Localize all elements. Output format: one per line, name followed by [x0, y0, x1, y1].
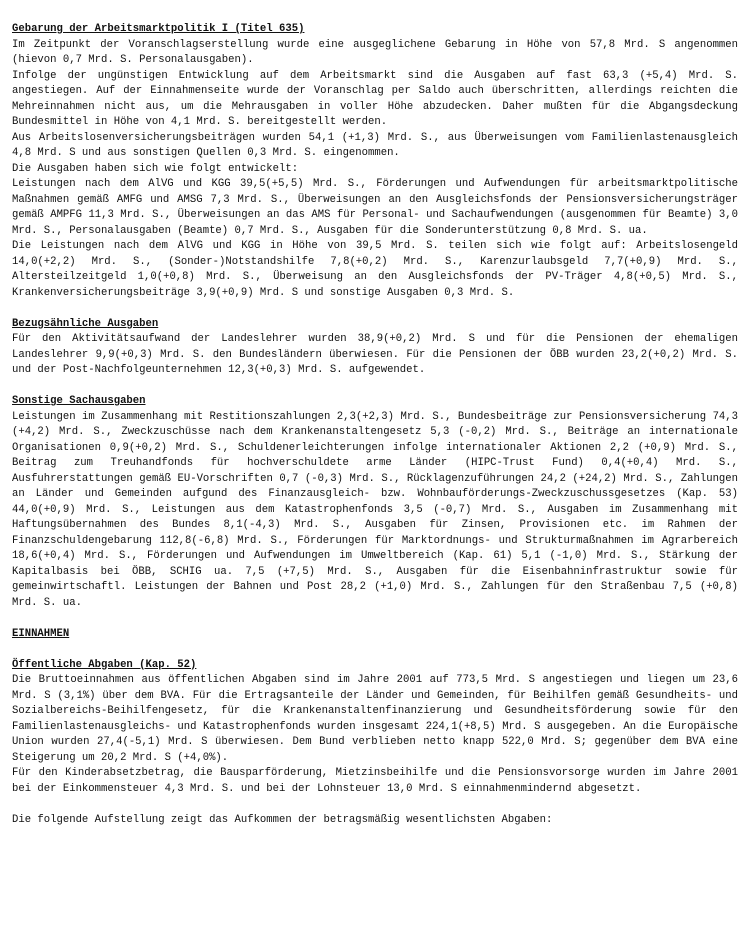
paragraph: Im Zeitpunkt der Voranschlagserstellung wurde eine ausgeglichene Gebarung in Höhe von 57,8 Mrd. S angenommen (hievon 0,7 Mrd. S. Personalausgaben).	[12, 38, 738, 66]
section-oeffentliche-abgaben	[12, 658, 738, 798]
section-heading: Gebarung der Arbeitsmarktpolitik I (Titel 635)	[12, 23, 305, 35]
section-sonstige-sachausgaben	[12, 394, 738, 611]
closing-sentence: Die folgende Aufstellung zeigt das Aufkommen der betragsmäßig wesentlichsten Abgaben:	[12, 813, 553, 826]
paragraph: Die Ausgaben haben sich wie folgt entwickelt:	[12, 162, 299, 175]
paragraph: Leistungen nach dem AlVG und KGG 39,5(+5,5) Mrd. S., Förderungen und Aufwendungen für arbeitsmarktpolitische Maßnahmen gemäß AMFG und AMSG 7,3 Mrd. S., Überweisungen an den Ausgleichsfonds der Pensionsversicherungsträger gemäß AMPFG 11,3 Mrd. S., Überweisungen an das AMS für Personal- und Sachaufwendungen (ausgenommen für Beamte) 3,0 Mrd. S., Personalausgaben (Beamte) 0,7 Mrd. S., Ausgaben für die Sonderunterstützung 0,8 Mrd. S. ua.	[12, 178, 738, 237]
section-arbeitsmarktpolitik	[12, 22, 738, 301]
paragraph: Für den Kinderabsetzbetrag, die Bausparförderung, Mietzinsbeihilfe und die Pensionsvorsorge wurden im Jahre 2001 bei der Einkommensteuer 4,3 Mrd. S. und bei der Lohnsteuer 13,0 Mrd. S einnahmenmindernd abgesetzt.	[12, 767, 738, 795]
paragraph: Leistungen im Zusammenhang mit Restitionszahlungen 2,3(+2,3) Mrd. S., Bundesbeiträge zur Pensionsversicherung 74,3 (+4,2) Mrd. S., Zweckzuschüsse nach dem Krankenanstaltengesetz 5,3 (-0,2) Mrd. S., Beiträge an internationale Organisationen 0,9(+0,2) Mrd. S., Schuldenerleichterungen infolge internationaler Aktionen 2,2 (+0,9) Mrd. S., Beitrag zum Treuhandfonds für hochverschuldete arme Länder (HIPC-Trust Fund) 0,4(+0,4) Mrd. S., Ausfuhrerstattungen gemäß EU-Vorschriften 0,7 (-0,3) Mrd. S., Rücklagenzuführungen 24,2 (+24,2) Mrd. S., Zahlungen an Länder und Gemeinden aufgund des Finanzausgleich- bzw. Wohnbauförderungs-Zweckzuschussgesetzes (Kap. 53) 44,0(+0,9) Mrd. S., Leistungen aus dem Katastrophenfonds 3,5 (-0,7) Mrd. S., Ausgaben im Zusammenhang mit Haftungsübernahmen des Bundes 8,1(-4,3) Mrd. S., Ausgaben für Zinsen, Provisionen etc. im Rahmen der Finanzschuldengebarung 112,8(-6,8) Mrd. S., Förderungen für Marktordnungs- und Strukturmaßnahmen im Agrarbereich 18,6(+0,4) Mrd. S., Förderungen und Aufwendungen im Umweltbereich (Kap. 61) 5,1 (-1,0) Mrd. S., Stärkung der Kapitalbasis bei ÖBB, SCHIG ua. 7,5 (+7,5) Mrd. S., Ausgaben für die Eisenbahninfrastruktur sowie für gemeinwirtschaftl. Leistungen der Bahnen und Post 28,2 (+1,0) Mrd. S., Zahlungen für den Straßenbau 7,5 (+0,8) Mrd. S. ua.	[12, 410, 738, 609]
section-einnahmen	[12, 627, 738, 643]
document-page	[12, 22, 738, 828]
section-heading: Sonstige Sachausgaben	[12, 395, 146, 407]
paragraph: Die Leistungen nach dem AlVG und KGG in Höhe von 39,5 Mrd. S. teilen sich wie folgt auf: Arbeitslosengeld 14,0(+2,2) Mrd. S., (Sonder-)Notstandshilfe 7,8(+0,2) Mrd. S., Karenzurlaubsgeld 7,7(+0,9) Mrd. S., Altersteilzeitgeld 1,0(+0,8) Mrd. S., Überweisung an den Ausgleichsfonds der PV-Träger 4,8(+0,5) Mrd. S., Krankenversicherungsbeiträge 3,9(+0,9) Mrd. S und sonstige Ausgaben 0,3 Mrd. S.	[12, 240, 738, 299]
paragraph: Für den Aktivitätsaufwand der Landeslehrer wurden 38,9(+0,2) Mrd. S und für die Pensionen der ehemaligen Landeslehrer 9,9(+0,3) Mrd. S. den Bundesländern überwiesen. Für die Pensionen der ÖBB wurden 23,2(+0,2) Mrd. S. und der Post-Nachfolgeunternehmen 12,3(+0,3) Mrd. S. aufgewendet.	[12, 333, 738, 376]
section-heading: EINNAHMEN	[12, 627, 70, 640]
paragraph: Infolge der ungünstigen Entwicklung auf dem Arbeitsmarkt sind die Ausgaben auf fast 63,3 (+5,4) Mrd. S. angestiegen. Auf der Einnahmenseite wurde der Voranschlag per Saldo auch überschritten, allerdings reichten die Mehreinnahmen nicht aus, um die Mehrausgaben in voller Höhe abzudecken. Daher mußten für die Abgangsdeckung Bundesmittel in Höhe von 4,1 Mrd. S. bereitgestellt werden.	[12, 69, 738, 128]
paragraph: Aus Arbeitslosenversicherungsbeiträgen wurden 54,1 (+1,3) Mrd. S., aus Überweisungen vom Familienlastenausgleich 4,8 Mrd. S und aus sonstigen Quellen 0,3 Mrd. S. eingenommen.	[12, 131, 738, 159]
paragraph: Die Bruttoeinnahmen aus öffentlichen Abgaben sind im Jahre 2001 auf 773,5 Mrd. S angestiegen und liegen um 23,6 Mrd. S (3,1%) über dem BVA. Für die Ertragsanteile der Länder und Gemeinden, für Beihilfen gemäß Gesundheits- und Sozialbereichs-Beihilfengesetz, für die Krankenanstaltenfinanzierung und Gesundheitsförderung sowie für den Familienlastenausgleichs- und Katastrophenfonds wurden insgesamt 224,1(+8,5) Mrd. S ausgegeben. An die Europäische Union wurden 27,4(-5,1) Mrd. S überwiesen. Dem Bund verblieben netto knapp 522,0 Mrd. S; gegenüber dem BVA eine Steigerung um 20,2 Mrd. S (+4,0%).	[12, 674, 738, 764]
section-heading: Öffentliche Abgaben (Kap. 52)	[12, 658, 197, 671]
section-heading: Bezugsähnliche Ausgaben	[12, 317, 159, 330]
section-bezugsaehnliche-ausgaben	[12, 317, 738, 379]
